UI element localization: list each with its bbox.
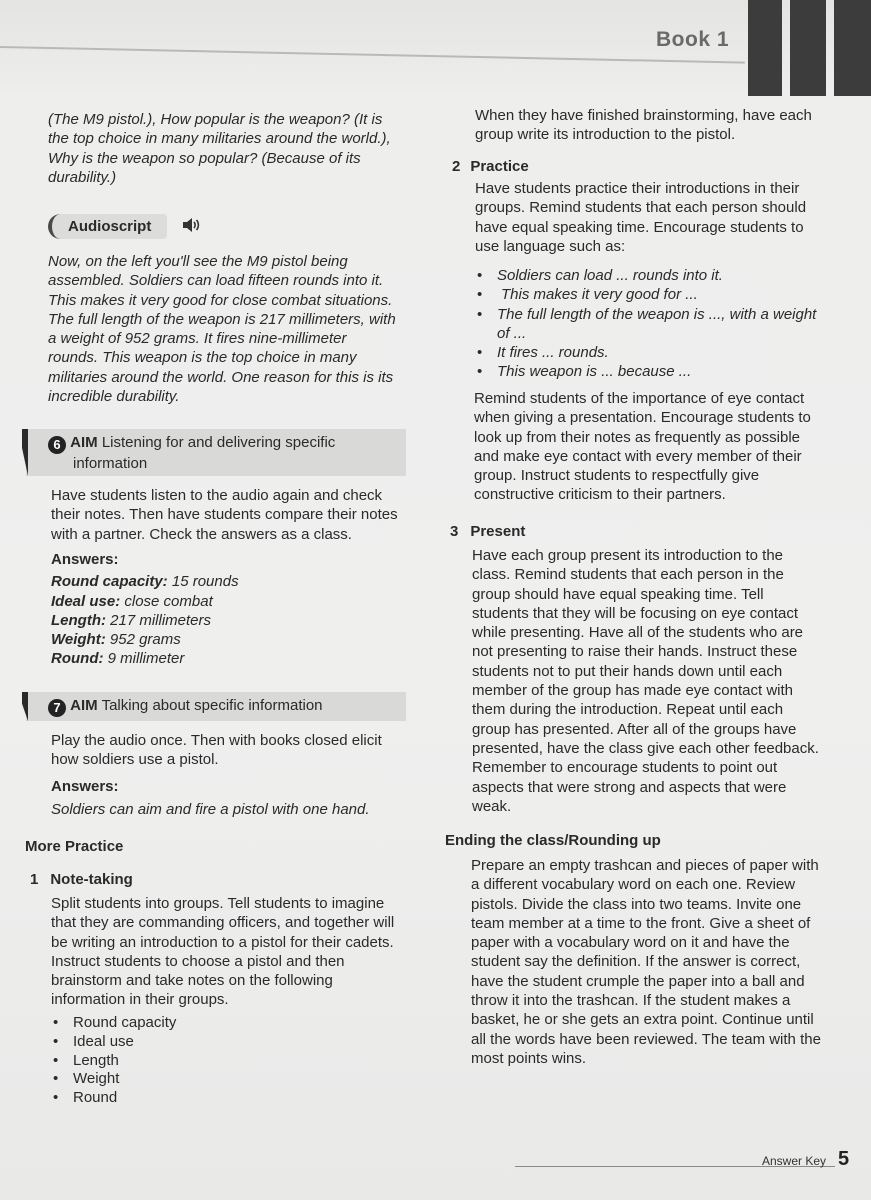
list-item-text: It fires ... rounds. <box>497 344 609 362</box>
answer-line: Soldiers can aim and fire a pistol with one hand. <box>51 801 370 819</box>
answer-value: 952 grams <box>105 631 181 649</box>
page-number: 5 <box>838 1148 850 1170</box>
text-line: (The M9 pistol.), How popular is the weapon? (It is <box>48 111 383 128</box>
book-title: Book 1 <box>656 28 730 51</box>
text-line: presented, have the class give each other feedback. <box>472 739 819 757</box>
audioscript-text <box>48 252 410 406</box>
text-line: Instruct students to choose a pistol and then <box>51 952 345 970</box>
text-line: Why is the weapon so popular? (Because of its <box>48 149 361 167</box>
answers2-block <box>51 777 409 820</box>
note-taking-list <box>51 1014 351 1108</box>
edge-tabs <box>748 0 871 96</box>
text-line: them during the introduction. Repeat until each <box>472 701 784 719</box>
list-item <box>475 324 846 343</box>
aim6-heading <box>48 433 398 473</box>
text-line: when giving a presentation. Encourage students to <box>474 409 811 427</box>
note-taking-body <box>51 894 409 1010</box>
more-practice-heading: More Practice <box>25 838 124 855</box>
list-item-text: Ideal use <box>73 1032 134 1050</box>
text-line: group. Instruct students to respectfully give <box>474 467 760 485</box>
text-line: information in their groups. <box>51 991 229 1009</box>
text-line: use language such as: <box>475 237 626 255</box>
text-line: team member at a time to the front. Give a sheet of <box>471 914 811 932</box>
aim-number-badge: 6 <box>48 436 66 454</box>
text-line: Remind students of the importance of eye contact <box>474 390 805 407</box>
answer-key: Length: <box>51 611 106 629</box>
text-line: students that they will be focusing on eye contact <box>472 604 799 622</box>
text-line: a different vocabulary word on each one. Review <box>471 876 796 894</box>
aim-text: Talking about specific information <box>101 697 323 714</box>
text-line: groups. Remind students that each person should <box>475 199 807 217</box>
text-line: student say the definition. If the answer is correct, <box>471 953 801 971</box>
aim-marker <box>22 429 28 476</box>
text-line: students not to put their hands down until each <box>472 662 783 680</box>
list-item-text: of ... <box>497 324 527 342</box>
practice-language-list <box>475 266 846 382</box>
list-item: • Weight <box>53 1070 120 1088</box>
text-line: have equal speaking time. Encourage students to <box>475 218 804 236</box>
text-line: how soldiers use a pistol. <box>51 751 219 769</box>
text-line: rounds. This weapon is the top choice in many <box>48 349 357 367</box>
text-line: Have students listen to the audio again and check <box>51 487 383 504</box>
answer-key: Round capacity: <box>51 573 168 591</box>
text-line: This makes it very good for close combat situations. <box>48 291 393 309</box>
list-item: • The full length of the weapon is ..., with a weight <box>477 305 817 323</box>
text-line: assembled. Soldiers can load fifteen rounds into it. <box>48 272 384 290</box>
answers-block <box>51 550 409 669</box>
aim-number-badge: 7 <box>48 699 66 717</box>
answer-line <box>51 572 409 591</box>
text-line: aspects that were strong and aspects that were <box>472 778 787 796</box>
text-line: class. Remind students that each person in the <box>472 566 784 584</box>
section-title: Practice <box>470 158 529 175</box>
section-title: Present <box>470 523 526 540</box>
list-item-text: This weapon is ... because ... <box>497 363 692 381</box>
text-line: basket, he or she gets an extra point. Continue until <box>471 1011 814 1029</box>
answer-line <box>51 592 409 611</box>
aim-text: Listening for and delivering specific <box>101 434 336 451</box>
speaker-icon <box>182 217 200 236</box>
answers-label: Answers: <box>51 551 119 568</box>
text-line: durability.) <box>48 168 117 186</box>
ending-heading: Ending the class/Rounding up <box>445 832 661 849</box>
list-item: • Round <box>53 1089 118 1107</box>
aim-label: AIM <box>70 434 98 451</box>
text-line: Now, on the left you'll see the M9 pistol being <box>48 253 348 270</box>
text-line: Have each group present its introduction to the <box>472 547 784 564</box>
list-item-text: Soldiers can load ... rounds into it. <box>497 267 723 284</box>
audioscript-label: Audioscript <box>48 214 167 239</box>
text-line: militaries around the world. One reason for this is its <box>48 368 394 386</box>
text-line: paper with a vocabulary word on it and have the <box>471 934 790 952</box>
section-title: Note-taking <box>50 871 133 888</box>
text-line: constructive criticism to their partners. <box>474 486 726 504</box>
footer-label: Answer Key <box>762 1154 827 1168</box>
answers-label: Answers: <box>51 778 119 795</box>
text-line: weak. <box>472 797 512 815</box>
answer-key: Ideal use: <box>51 592 121 610</box>
text-line: The full length of the weapon is 217 millimeters, with <box>48 310 396 328</box>
text-line: look up from their notes as frequently as possible <box>474 428 801 446</box>
note-taking-heading <box>30 870 410 889</box>
list-item: • Ideal use <box>53 1032 134 1050</box>
aim-marker <box>22 692 28 721</box>
answer-value: 9 millimeter <box>103 650 185 668</box>
text-line: member of the group has made eye contact with <box>472 682 794 700</box>
text-line: have the student crumple the paper into a ball and <box>471 972 805 990</box>
list-item: • Length <box>53 1051 119 1069</box>
list-item-text: Round <box>73 1089 118 1107</box>
text-line: and make eye contact with every member of their <box>474 447 802 465</box>
text-line: the top choice in many militaries around the world.), <box>48 130 391 148</box>
list-item-text: This makes it very good for ... <box>501 286 698 304</box>
answer-value: close combat <box>120 592 213 610</box>
text-line: with a partner. Check the answers as a class. <box>51 525 352 543</box>
list-item-text: Round capacity <box>73 1014 177 1031</box>
text-line: incredible durability. <box>48 388 180 406</box>
edge-tab <box>834 0 871 96</box>
list-item: • Soldiers can load ... rounds into it. <box>477 267 723 284</box>
present-heading <box>450 522 525 541</box>
text-line: while presenting. Have all of the students who are <box>472 624 804 642</box>
edge-tab <box>748 0 782 96</box>
aim7-heading <box>48 696 398 717</box>
text-line: throw it into the trashcan. If the student makes a <box>471 992 791 1010</box>
aim7-instructions <box>51 731 409 770</box>
aim-text: information <box>73 455 148 472</box>
present-body <box>472 546 843 816</box>
answer-line <box>51 649 409 668</box>
text-line: all the words have been reviewed. The team with the <box>471 1030 821 1048</box>
text-line: When they have finished brainstorming, have each <box>475 107 812 124</box>
text-line: their notes. Then have students compare their notes <box>51 506 398 524</box>
text-line: group write its introduction to the pistol. <box>475 126 736 144</box>
text-line: pistols. Divide the class into two teams. Invite one <box>471 895 802 913</box>
eye-contact-body <box>474 389 844 505</box>
text-line: that they are commanding officers, and together will <box>51 914 395 932</box>
answer-key: Round: <box>51 650 104 668</box>
answer-line <box>51 611 409 630</box>
text-line: brainstorm and take notes on the following <box>51 972 333 990</box>
audioscript-heading <box>48 214 200 239</box>
header-rule <box>0 46 745 64</box>
ending-body <box>471 856 838 1068</box>
text-line: be writing an introduction to a pistol for their cadets. <box>51 933 394 951</box>
text-line: most points wins. <box>471 1049 587 1067</box>
list-item: • Round capacity <box>53 1014 177 1031</box>
answer-value: 217 millimeters <box>105 611 212 629</box>
aim6-instructions <box>51 486 409 544</box>
text-line: group has presented. After all of the groups have <box>472 720 797 738</box>
answer-value: 15 rounds <box>167 573 239 591</box>
list-item-text: Length <box>73 1051 119 1069</box>
text-line: Have students practice their introductions in their <box>475 180 800 197</box>
practice-body <box>475 179 846 256</box>
answer-key: Weight: <box>51 631 106 649</box>
text-line: not presenting to raise their hands. Instruct these <box>472 643 798 661</box>
list-item: • This weapon is ... because ... <box>477 363 692 381</box>
text-line: group should have equal speaking time. Tell <box>472 585 764 603</box>
text-line: Split students into groups. Tell students to imagine <box>51 895 385 912</box>
practice-heading <box>452 157 529 176</box>
text-line: a weight of 952 grams. It fires nine-millimeter <box>48 330 347 348</box>
list-item: • This makes it very good for ... <box>477 286 698 304</box>
list-item: • It fires ... rounds. <box>477 344 609 362</box>
aim-label: AIM <box>70 697 98 714</box>
text-line: Remember to encourage students to point out <box>472 759 778 777</box>
text-line: Prepare an empty trashcan and pieces of paper with <box>471 857 819 874</box>
list-item-text: Weight <box>73 1070 120 1088</box>
list-item-text: The full length of the weapon is ..., with a weight <box>497 305 817 323</box>
answer-line <box>51 630 409 649</box>
brainstorm-text <box>475 106 846 145</box>
edge-tab <box>790 0 826 96</box>
section-number: 2 <box>452 158 461 175</box>
section-number: 1 <box>30 871 39 888</box>
section-number: 3 <box>450 523 459 540</box>
text-line: Play the audio once. Then with books closed elicit <box>51 732 382 749</box>
intro-questions <box>48 110 410 187</box>
